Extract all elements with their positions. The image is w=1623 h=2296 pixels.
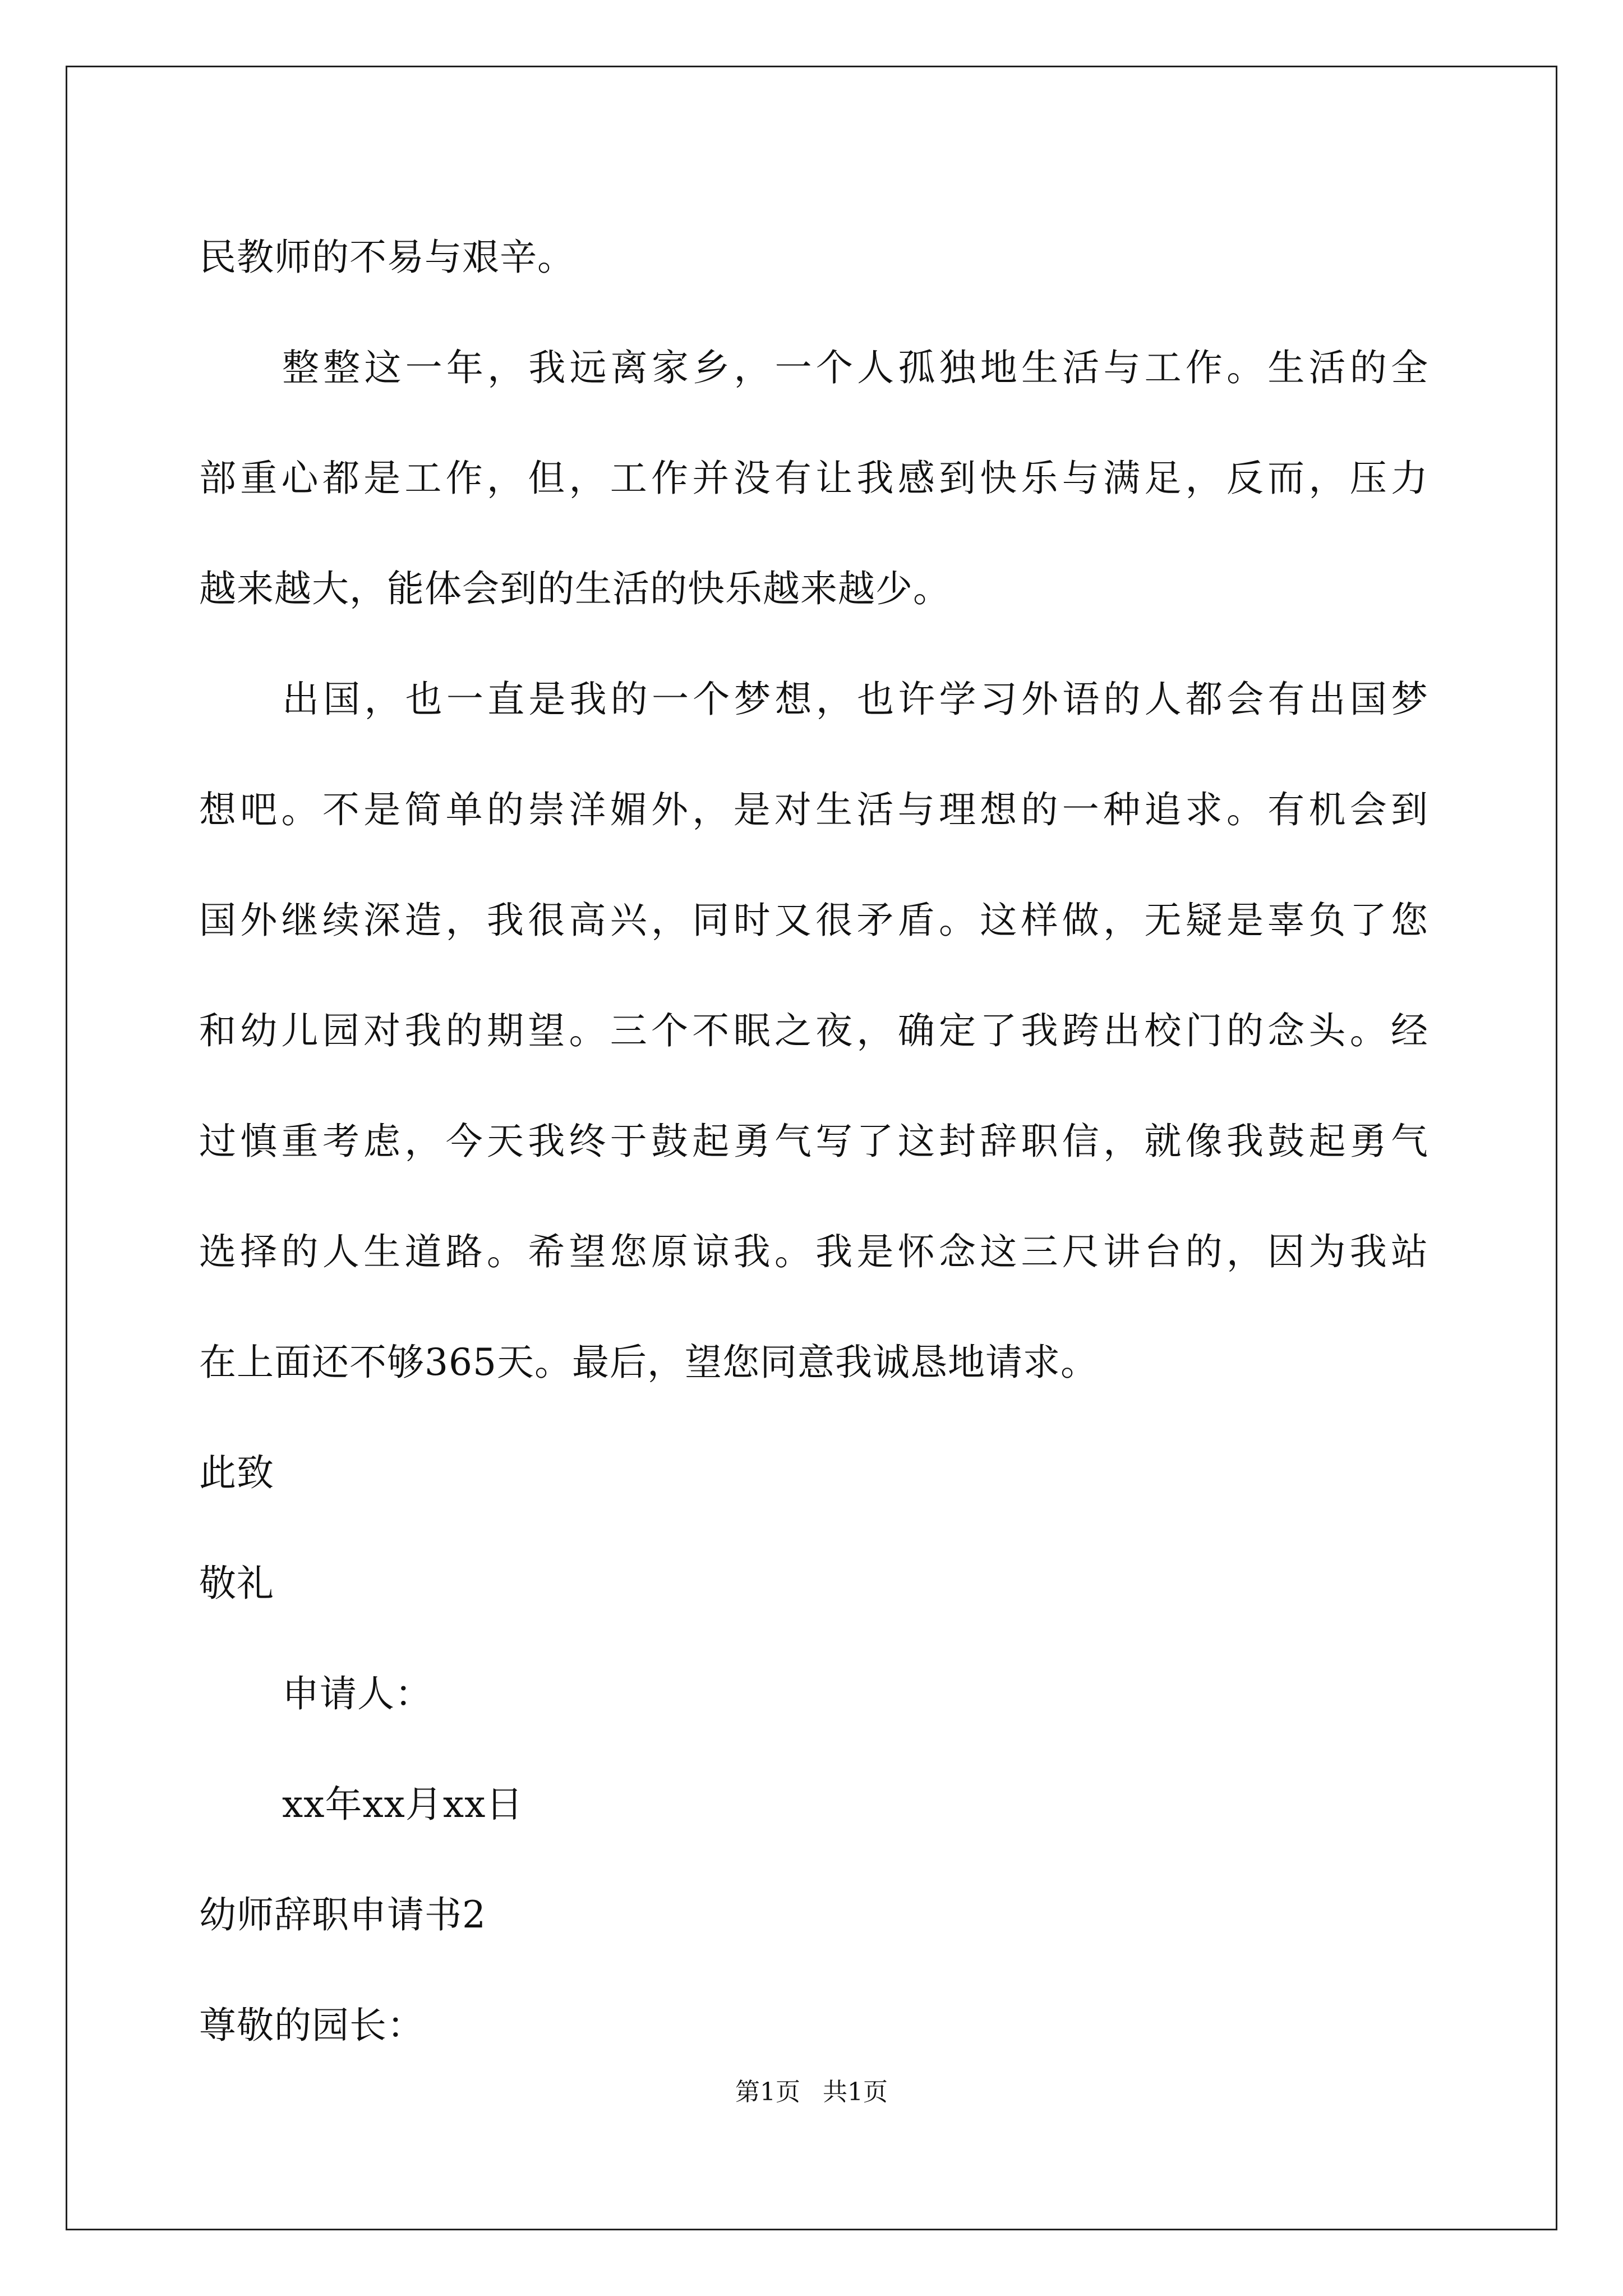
greeting-line: 尊敬的园长： (199, 2004, 425, 2047)
page-footer (0, 2076, 1623, 2109)
date-line: xx年xx月xx日 (282, 1783, 524, 1826)
paragraph-line: 选择的人生道路。希望您原谅我。我是怀念这三尺讲台的，因为我站 (199, 1230, 1428, 1273)
paragraph-line: 在上面还不够365天。最后，望您同意我诚恳地请求。 (199, 1341, 1098, 1384)
paragraph-line: 出国，也一直是我的一个梦想，也许学习外语的人都会有出国梦 (282, 678, 1428, 721)
paragraph-line: 想吧。不是简单的崇洋媚外，是对生活与理想的一种追求。有机会到 (199, 788, 1428, 831)
page-number: 第1页 (735, 2078, 800, 2106)
paragraph-line: 民教师的不易与艰辛。 (199, 236, 575, 279)
paragraph-line: 越来越大，能体会到的生活的快乐越来越少。 (199, 567, 951, 610)
paragraph-line: 部重心都是工作，但，工作并没有让我感到快乐与满足，反而，压力 (199, 457, 1428, 500)
applicant-label: 申请人： (282, 1672, 432, 1715)
closing-salutation: 此致 (199, 1451, 274, 1494)
page-total: 共1页 (823, 2078, 888, 2106)
paragraph-line: 国外继续深造，我很高兴，同时又很矛盾。这样做，无疑是辜负了您 (199, 899, 1428, 942)
paragraph-line: 整整这一年，我远离家乡，一个人孤独地生活与工作。生活的全 (282, 346, 1428, 389)
paragraph-line: 和幼儿园对我的期望。三个不眠之夜，确定了我跨出校门的念头。经 (199, 1009, 1428, 1052)
section-title: 幼师辞职申请书2 (199, 1893, 486, 1936)
paragraph-line: 过慎重考虑，今天我终于鼓起勇气写了这封辞职信，就像我鼓起勇气 (199, 1120, 1428, 1163)
closing-regards: 敬礼 (199, 1562, 274, 1605)
document-body (199, 202, 1428, 2081)
